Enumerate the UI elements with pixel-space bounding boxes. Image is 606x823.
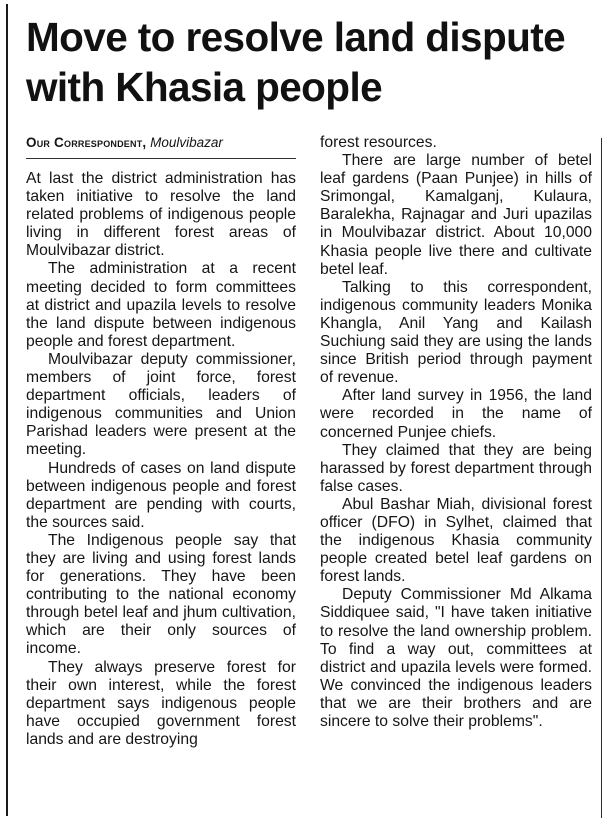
paragraph: Deputy Commissioner Md Alkama Siddiquee said, "I have taken initiative to resolve the land ownership problem. To find a way out, committees at district and upazila levels were formed. We convinced the indigenous leaders that we are their brothers and are sincere to solve their problems". [320,586,592,730]
paragraph: At last the district administration has taken initiative to resolve the land related problems of indigenous people living in different forest areas of Moulvibazar district. [26,170,296,260]
article-column-2 [320,134,592,731]
paragraph: They always preserve forest for their own interest, while the forest department says indigenous people have occupied government forest lands and are destroying [26,658,296,748]
article-column-1 [26,134,296,749]
byline-place: Moulvibazar [150,135,223,150]
paragraph: They claimed that they are being harassed by forest department through false cases. [320,441,592,495]
paragraph: The Indigenous people say that they are living and using forest lands for generations. They have been contributing to the national economy through betel leaf and jhum cultivation, which are their only sources of income. [26,531,296,658]
byline-rule [26,158,296,159]
paragraph: After land survey in 1956, the land were recorded in the name of concerned Punjee chiefs. [320,387,592,441]
paragraph: Hundreds of cases on land dispute between indigenous people and forest department are pending with courts, the sources said. [26,459,296,531]
byline-name: Our Correspondent, [26,135,147,150]
paragraph-continuation: forest resources. [320,134,437,151]
paragraph: Talking to this correspondent, indigenous community leaders Monika Khangla, Anil Yang and Kailash Suchiung said they are using the lands since British period through payment of revenue. [320,278,592,387]
left-column-rule [6,4,8,816]
paragraph: There are large number of betel leaf gardens (Paan Punjee) in hills of Srimongal, Kamalganj, Kulaura, Baralekha, Rajnagar and Juri upazilas in Moulvibazar district. About 10,000 Khasia people live there and cultivate betel leaf. [320,152,592,278]
right-column-rule [601,138,602,818]
byline [26,134,296,156]
headline: Move to resolve land dispute with Khasia people [26,14,566,110]
paragraph: The administration at a recent meeting decided to form committees at district and upazila levels to resolve the land dispute between indigenous people and forest department. [26,260,296,350]
paragraph: Moulvibazar deputy commissioner, members of joint force, forest department officials, leaders of indigenous communities and Union Parishad leaders were present at the meeting. [26,350,296,459]
paragraph: Abul Bashar Miah, divisional forest officer (DFO) in Sylhet, claimed that the indigenous Khasia community people created betel leaf gardens on forest lands. [320,495,592,586]
